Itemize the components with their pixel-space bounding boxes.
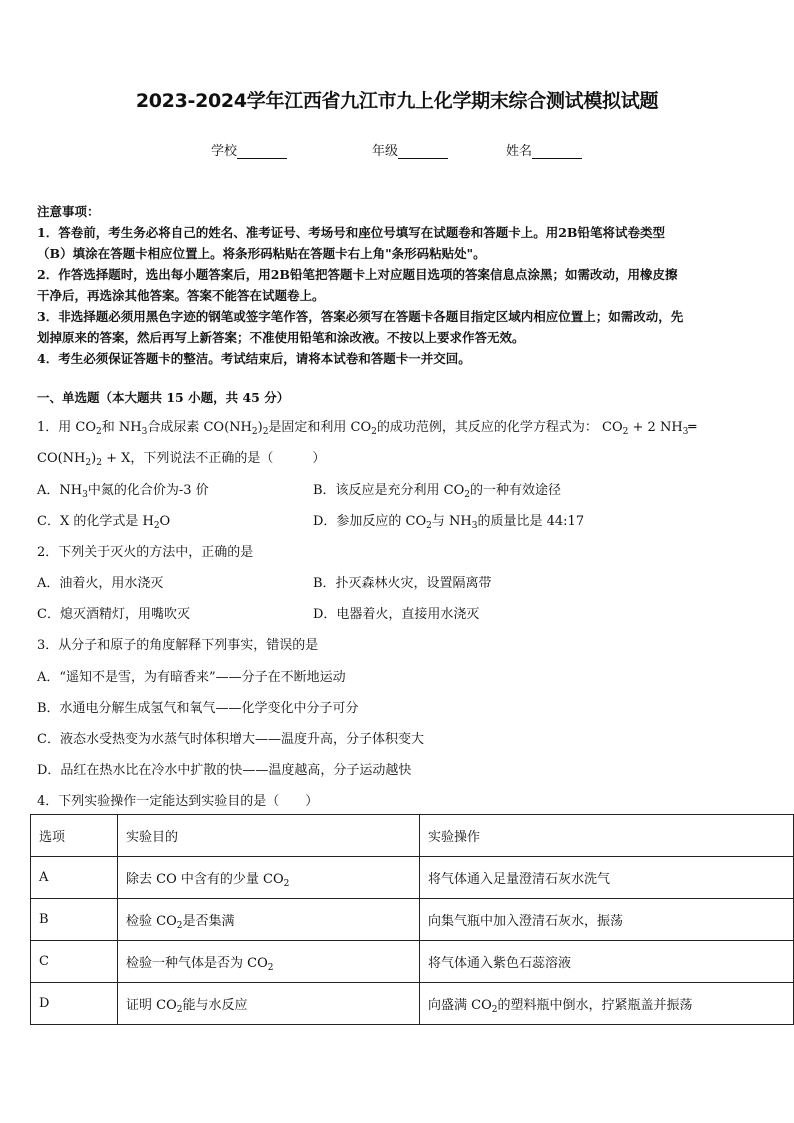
purpose-cell (118, 857, 420, 899)
purpose-cell (118, 983, 420, 1025)
subscript: 2 (153, 521, 160, 531)
subscript: 2 (622, 427, 629, 437)
table-row (31, 899, 794, 941)
q3-option-c: C．液态水受热变为水蒸气时体积增大——温度升高，分子体积变大 (37, 732, 424, 747)
option-cell: D (31, 983, 118, 1025)
student-info-line (0, 140, 794, 160)
table-row (31, 983, 794, 1025)
subscript: 2 (267, 963, 274, 973)
cell-text: 向盛满 CO (428, 998, 492, 1013)
cell-text: 除去 CO 中含有的少量 CO (126, 872, 284, 887)
operation-cell: 将气体通入紫色石蕊溶液 (420, 941, 794, 983)
operation-cell: 向集气瓶中加入澄清石灰水，振荡 (420, 899, 794, 941)
q1-option-text: 中氮的化合价为-3 价 (87, 483, 209, 498)
cell-text: 的塑料瓶中倒水，拧紧瓶盖并振荡 (497, 998, 693, 1013)
q1-option-d (313, 510, 584, 529)
subscript: 2 (251, 427, 258, 437)
q2-option-d: D．电器着火，直接用水浇灭 (313, 607, 480, 622)
q4-stem: 4．下列实验操作一定能达到实验目的是（ ） (37, 794, 319, 809)
q1-text: ═ (688, 420, 697, 435)
q2-option-c: C．熄灭酒精灯，用嘴吹灭 (37, 607, 190, 622)
subscript: 3 (141, 427, 148, 437)
exam-title: 2023-2024学年江西省九江市九上化学期末综合测试模拟试题 (135, 90, 659, 112)
subscript: 2 (371, 427, 377, 437)
q1-text: ) (91, 451, 97, 466)
name-field (506, 140, 582, 159)
q1-option-text: 的一种有效途径 (470, 483, 562, 498)
q1-text: + X，下列说法不正确的是（ ） (101, 451, 326, 466)
q3-option-d: D．品红在热水比在冷水中扩散的快——温度越高，分子运动越快 (37, 763, 412, 778)
note-line: 4．考生必须保证答题卡的整洁。考试结束后，请将本试卷和答题卡一并交回。 (37, 351, 471, 366)
q1-stem-line1 (37, 416, 696, 435)
note-line: 3．非选择题必须用黑色字迹的钢笔或签字笔作答，答案必须写在答题卡各题目指定区域内相应位置上；如需改动，先 (37, 309, 684, 324)
subscript: 2 (283, 879, 290, 889)
note-line: （B）填涂在答题卡相应位置上。将条形码粘贴在答题卡右上角"条形码粘贴处"。 (37, 246, 486, 261)
note-line: 干净后，再选涂其他答案。答案不能答在试题卷上。 (37, 288, 325, 303)
cell-text: 证明 CO (126, 998, 177, 1013)
purpose-cell (118, 899, 420, 941)
note-line: 划掉原来的答案，然后再写上新答案；不准使用铅笔和涂改液。不按以上要求作答无效。 (37, 330, 525, 345)
header-cell: 实验目的 (118, 815, 420, 857)
q3-option-b: B．水通电分解生成氢气和氧气——化学变化中分子可分 (37, 701, 359, 716)
q2-option-b: B．扑灭森林火灾，设置隔离带 (313, 576, 492, 591)
q1-option-text: B．该反应是充分利用 CO (313, 483, 465, 498)
option-cell: C (31, 941, 118, 983)
subscript: 2 (85, 458, 92, 468)
cell-text: 能与水反应 (182, 998, 248, 1013)
q1-text: 是固定和利用 CO (268, 420, 372, 435)
q1-option-text: 的质量比是 44:17 (477, 514, 585, 529)
section-heading: 一、单选题（本大题共 15 小题，共 45 分） (37, 390, 290, 405)
q1-option-c (37, 510, 170, 529)
school-blank (237, 144, 287, 159)
q3-option-a: A．“遥知不是雪，为有暗香来”——分子在不断地运动 (37, 670, 346, 685)
subscript: 3 (471, 521, 478, 531)
q1-text: 的成功范例，其反应的化学方程式为： CO (376, 420, 623, 435)
notes-heading: 注意事项： (37, 204, 100, 219)
grade-label: 年级 (372, 144, 399, 159)
name-blank (532, 144, 582, 159)
experiment-table (30, 814, 794, 1025)
school-label: 学校 (211, 144, 238, 159)
subscript: 2 (491, 1005, 498, 1015)
q2-option-a: A．油着火，用水浇灭 (37, 576, 164, 591)
purpose-cell (118, 941, 420, 983)
subscript: 2 (426, 521, 432, 531)
cell-text: 检验一种气体是否为 CO (126, 956, 268, 971)
q1-option-text: D．参加反应的 CO (313, 514, 427, 529)
subscript: 2 (262, 427, 269, 437)
subscript: 3 (82, 490, 88, 500)
q1-text: 和 NH (101, 420, 142, 435)
q1-option-text: A．NH (37, 483, 83, 498)
q2-stem: 2．下列关于灭火的方法中，正确的是 (37, 545, 254, 560)
q1-option-a (37, 479, 209, 498)
table-row (31, 941, 794, 983)
subscript: 2 (176, 921, 183, 931)
grade-blank (398, 144, 448, 159)
subscript: 2 (96, 458, 102, 468)
q1-option-text: O (159, 514, 171, 529)
q1-option-b (313, 479, 561, 498)
name-label: 姓名 (506, 144, 533, 159)
cell-text: 检验 CO (126, 914, 177, 929)
cell-text: 是否集满 (182, 914, 235, 929)
q1-text: CO(NH (37, 451, 86, 466)
q1-text: 1．用 CO (37, 420, 97, 435)
option-cell: B (31, 899, 118, 941)
subscript: 2 (464, 490, 471, 500)
operation-cell (420, 983, 794, 1025)
school-field (211, 140, 287, 159)
q1-option-text: 与 NH (431, 514, 472, 529)
q1-option-text: C．X 的化学式是 H (37, 514, 154, 529)
note-line: 2．作答选择题时，选出每小题答案后，用2B铅笔把答题卡上对应题目选项的答案信息点涂黑；如需改动，用橡皮擦 (37, 267, 678, 282)
table-header-row (31, 815, 794, 857)
q1-stem-line2 (37, 447, 325, 466)
q1-text: 合成尿素 CO(NH (147, 420, 252, 435)
subscript: 3 (682, 427, 689, 437)
q3-stem: 3．从分子和原子的角度解释下列事实，错误的是 (37, 638, 319, 653)
operation-cell: 将气体通入足量澄清石灰水洗气 (420, 857, 794, 899)
grade-field (372, 140, 448, 159)
exam-notes (37, 201, 759, 369)
subscript: 2 (176, 1005, 183, 1015)
note-line: 1．答卷前，考生务必将自己的姓名、准考证号、考场号和座位号填写在试题卷和答题卡上。用2B铅笔将试卷类型 (37, 225, 665, 240)
table-row (31, 857, 794, 899)
subscript: 2 (96, 427, 102, 437)
q1-text: + 2 NH (628, 420, 683, 435)
q1-text: ) (257, 420, 263, 435)
header-cell: 实验操作 (420, 815, 794, 857)
option-cell: A (31, 857, 118, 899)
header-cell: 选项 (31, 815, 118, 857)
